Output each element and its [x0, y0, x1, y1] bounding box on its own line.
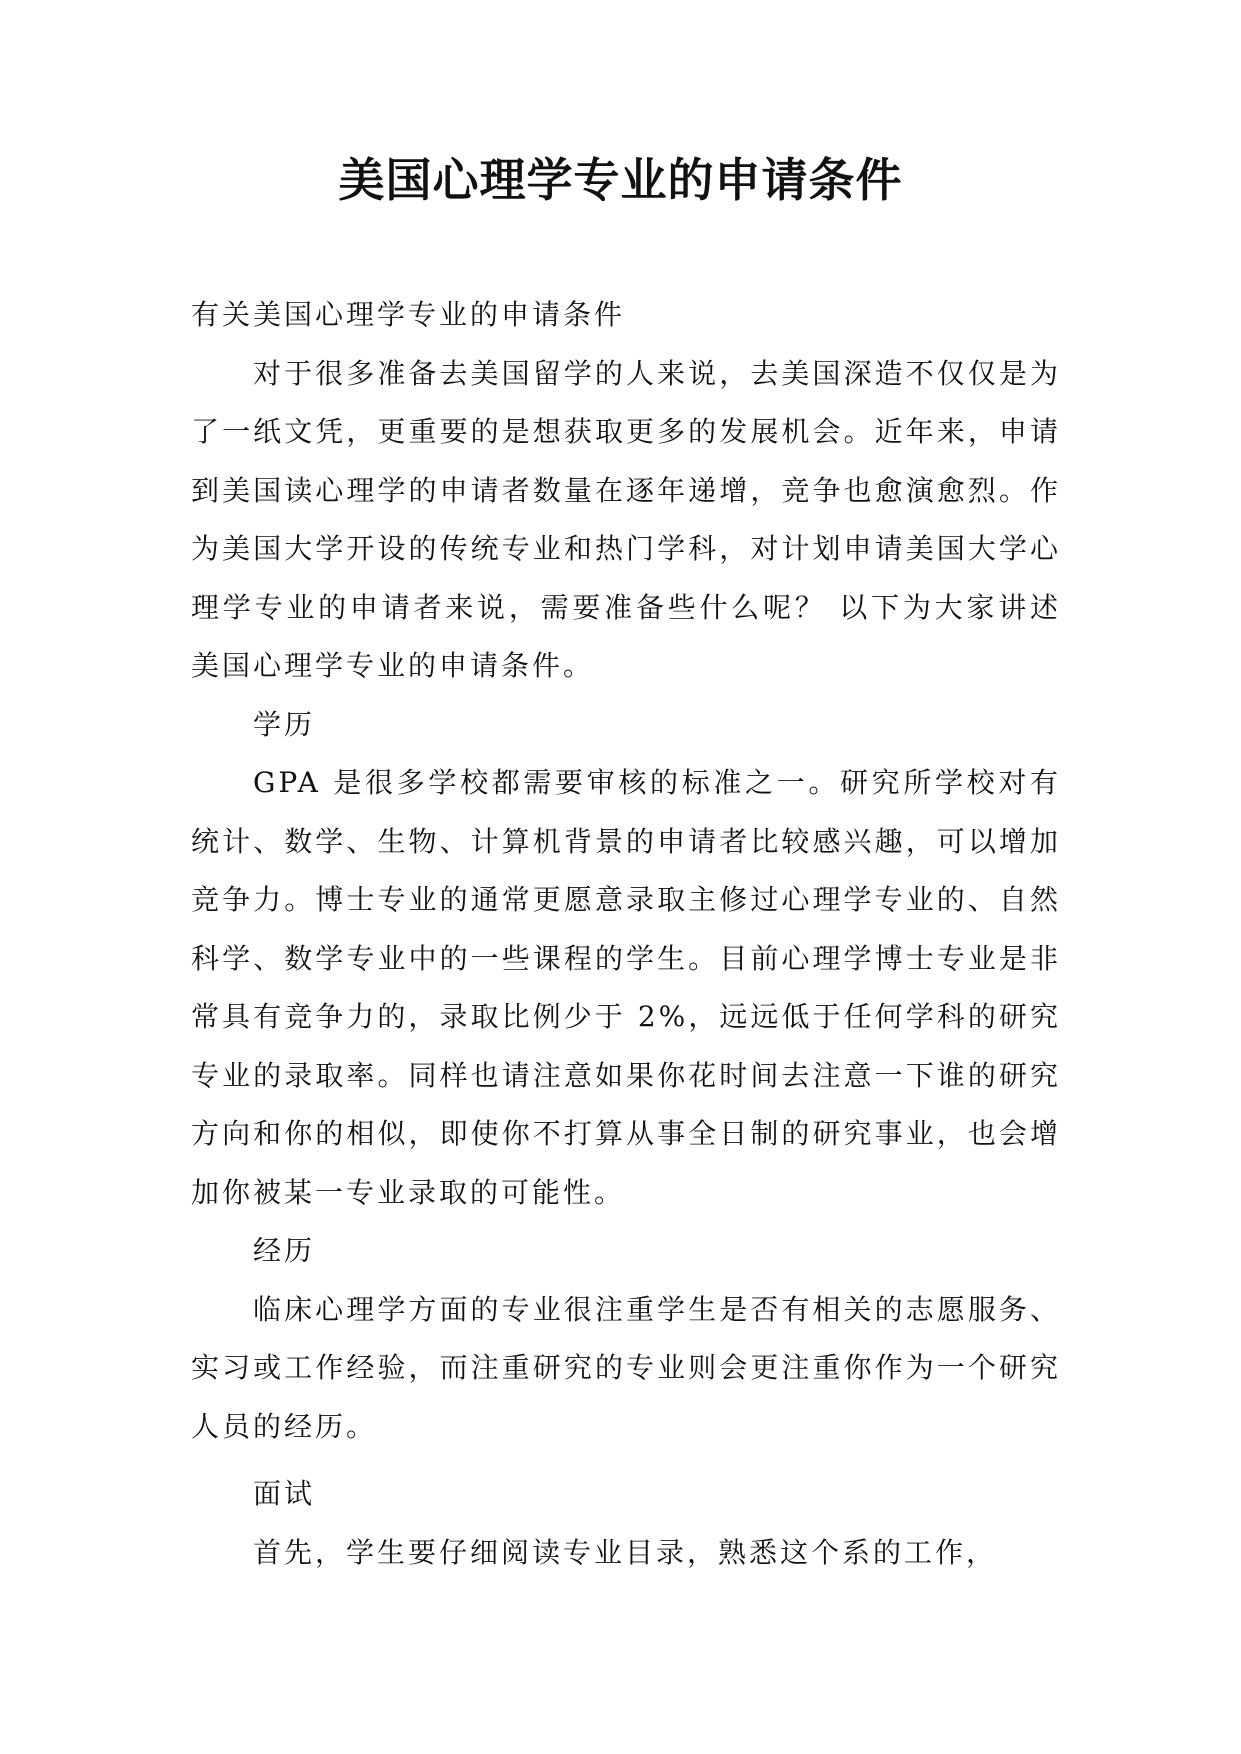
intro-paragraph: 对于很多准备去美国留学的人来说，去美国深造不仅仅是为了一纸文凭，更重要的是想获取更多的发展机会。近年来，申请到美国读心理学的申请者数量在逐年递增，竞争也愈演愈烈。作为美国大学开设的传统专业和热门学科，对计划申请美国大学心理学专业的申请者来说，需要准备些什么呢？ 以下为大家讲述美国心理学专业的申请条件。: [191, 356, 1061, 682]
experience-paragraph: 临床心理学方面的专业很注重学生是否有相关的志愿服务、实习或工作经验，而注重研究的专业则会更注重你作为一个研究人员的经历。: [191, 1292, 1061, 1443]
intro-line: 有关美国心理学专业的申请条件: [191, 298, 626, 331]
section-heading-experience: 经历: [253, 1234, 316, 1267]
section-heading-education: 学历: [253, 707, 316, 741]
document-title: 美国心理学专业的申请条件: [338, 153, 903, 207]
document-body: [191, 286, 1061, 1582]
education-paragraph: GPA 是很多学校都需要审核的标准之一。研究所学校对有统计、数学、生物、计算机背景的申请者比较感兴趣，可以增加竞争力。博士专业的通常更愿意录取主修过心理学专业的、自然科学、数学专业中的一些课程的学生。目前心理学博士专业是非常具有竞争力的，录取比例少于 2%，远远低于任何学科的研究专业的录取率。同样也请注意如果你花时间去注意一下谁的研究方向和你的相似，即使你不打算从事全日制的研究事业，也会增加你被某一专业录取的可能性。: [191, 766, 1061, 1209]
interview-paragraph: 首先，学生要仔细阅读专业目录，熟悉这个系的工作，: [253, 1535, 998, 1569]
section-heading-interview: 面试: [253, 1477, 316, 1510]
